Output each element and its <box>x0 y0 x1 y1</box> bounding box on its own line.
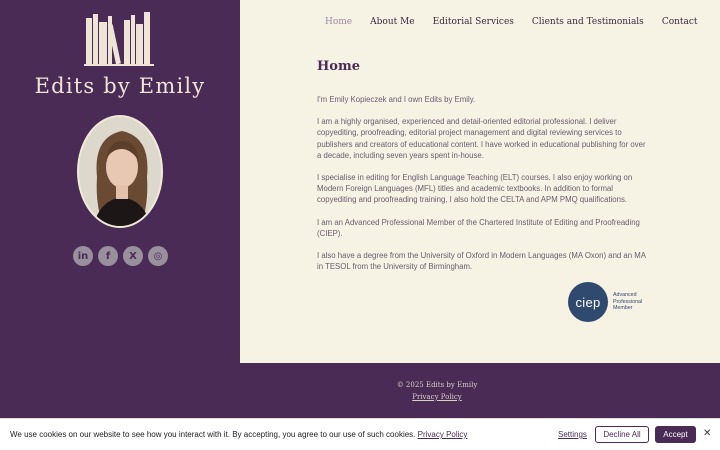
paragraph-intro: I'm Emily Kopieczek and I own Edits by Emily. <box>317 95 476 104</box>
nav-clients-testimonials[interactable]: Clients and Testimonials <box>531 17 644 27</box>
privacy-policy-link[interactable]: Privacy Policy <box>412 393 462 401</box>
nav-contact[interactable]: Contact <box>661 17 698 27</box>
books-logo-icon[interactable] <box>84 12 156 66</box>
ciep-badge-text: Advanced Professional Member <box>613 292 643 312</box>
facebook-icon[interactable]: f <box>98 246 118 266</box>
nav-home[interactable]: Home <box>325 17 353 27</box>
linkedin-icon[interactable]: in <box>73 246 93 266</box>
paragraph-experience: I am a highly organised, experienced and detail-oriented editorial professional. I deliver copyediting, proofreading, editorial project management and digital reviewing services to publishers and creators of educational content. I have worked in educational publishing for over a decade, including seven years spent in-house. <box>317 117 646 160</box>
site-title[interactable]: Edits by Emily <box>34 74 206 98</box>
social-links <box>73 246 168 266</box>
close-icon[interactable]: ✕ <box>703 428 712 439</box>
nav-editorial-services[interactable]: Editorial Services <box>432 17 514 27</box>
accept-button[interactable]: Accept <box>655 426 696 443</box>
decline-all-button[interactable]: Decline All <box>595 426 649 443</box>
ciep-logo: ciep <box>568 282 608 322</box>
cookie-privacy-link[interactable]: Privacy Policy <box>417 430 468 439</box>
cookie-message: We use cookies on our website to see how you interact with it. By accepting, you agree to our use of such cookies. Privacy Policy <box>10 430 468 439</box>
instagram-icon[interactable]: ◎ <box>148 246 168 266</box>
top-nav <box>325 17 698 27</box>
x-icon[interactable]: X <box>123 246 143 266</box>
copyright: © 2025 Edits by Emily <box>396 381 478 389</box>
paragraph-specialism: I specialise in editing for English Language Teaching (ELT) courses. I also enjoy working on Modern Foreign Languages (MFL) titles and academic textbooks. In addition to formal copyediting and proofreading training, I also hold the CELTA and APM PMQ qualifications. <box>317 173 633 205</box>
intro-text <box>317 94 647 283</box>
footer <box>0 363 720 418</box>
paragraph-ciep: I am an Advanced Professional Member of the Chartered Institute of Editing and Proofreading (CIEP). <box>317 217 640 238</box>
ciep-badge[interactable] <box>568 282 642 322</box>
cookie-settings-button[interactable]: Settings <box>558 430 587 439</box>
nav-about-me[interactable]: About Me <box>370 17 415 27</box>
main-content <box>240 0 720 363</box>
avatar <box>77 115 163 228</box>
paragraph-degrees: I also have a degree from the University of Oxford in Modern Languages (MA Oxon) and an MA in TESOL from the University of Birmingham. <box>317 251 646 272</box>
sidebar <box>0 0 240 363</box>
page-heading: Home <box>317 59 360 74</box>
cookie-banner <box>0 418 720 450</box>
